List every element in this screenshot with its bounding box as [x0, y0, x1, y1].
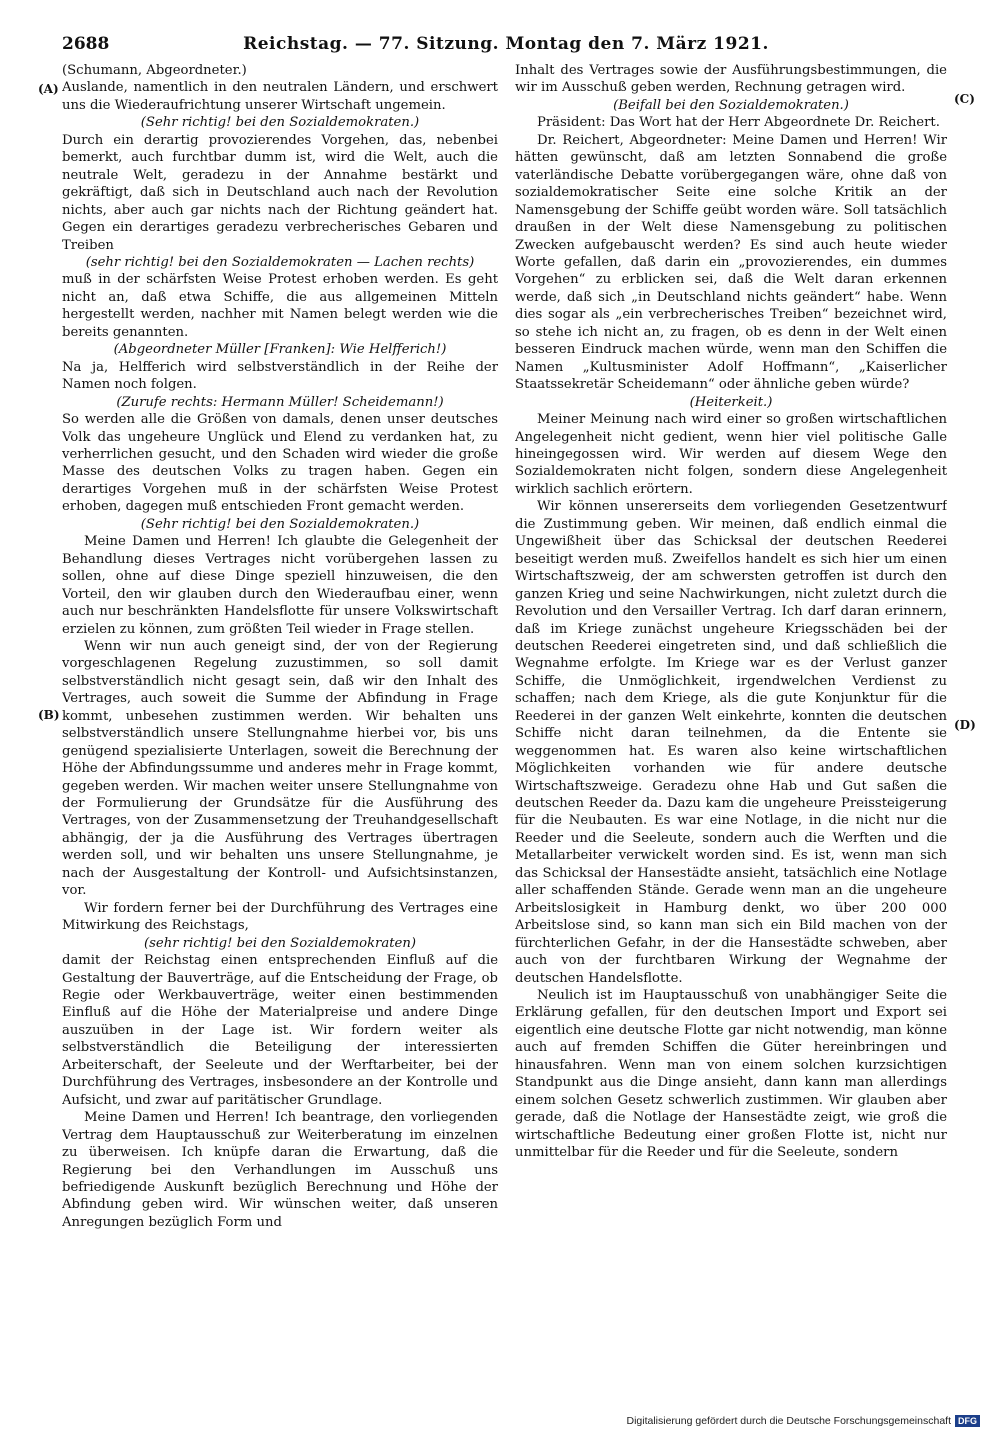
- interjection: (sehr richtig! bei den Sozialdemokraten): [144, 935, 416, 951]
- margin-mark-b: (B): [38, 708, 60, 722]
- dfg-logo: DFG: [955, 1415, 980, 1427]
- interjection: (Zurufe rechts: Hermann Müller! Scheidemann!): [116, 394, 444, 410]
- page-header: [62, 34, 950, 60]
- interjection: (Abgeordneter Müller [Franken]: Wie Helfferich!): [113, 342, 447, 358]
- paragraph: Meine Damen und Herren! Ich beantrage, den vorliegenden Vertrag dem Hauptausschuß zur Weiterberatung im einzelnen zu überweisen. Ich knüpfe daran die Erwartung, daß die Regierung bei den Verhandlungen im Ausschuß uns befriedigende Auskunft bezüglich Berechnung und Höhe der Abfindung geben wird. Wir wünschen weiter, daß unseren Anregungen bezüglich Form und: [62, 1110, 498, 1230]
- interjection: (sehr richtig! bei den Sozialdemokraten — Lachen rechts): [85, 254, 475, 270]
- paragraph: (Schumann, Abgeordneter.): [62, 63, 247, 78]
- margin-mark-a: (A): [38, 82, 59, 96]
- paragraph: Wir fordern ferner bei der Durchführung des Vertrages eine Mitwirkung des Reichstags,: [62, 900, 498, 934]
- paragraph: Meine Damen und Herren! Ich glaubte die Gelegenheit der Behandlung dieses Vertrages nicht vorübergehen lassen zu sollen, ohne auf diese Dinge speziell hinzuweisen, die den Vorteil, den wir glauben durch den Wiederaufbau einer, wenn auch nur beschränkten Handelsflotte für unsere Volkswirtschaft erzielen zu können, zum größten Teil wieder in Frage stellen.: [62, 534, 498, 637]
- page-number: 2688: [62, 34, 110, 54]
- paragraph: Na ja, Helfferich wird selbstverständlich in der Reihe der Namen noch folgen.: [62, 359, 498, 393]
- paragraph: Wenn wir nun auch geneigt sind, der von der Regierung vorgeschlagenen Regelung zuzustimmen, so soll damit selbstverständlich nicht gesagt sein, daß wir den Inhalt des Vertrages, auch soweit die Summe der Abfindung in Frage kommt, unbesehen zustimmen werden. Wir behalten uns selbstverständlich unsere Stellungnahme hierbei vor, bis uns genügend spezialisierte Unterlagen, soweit die Berechnung der Höhe der Abfindungssumme und anderes mehr in Frage kommt, gegeben werden. Wir machen weiter unsere Stellungnahme von der Formulierung der Grundsätze für die Ausführung des Vertrages, von der Zusammensetzung der Treuhandgesellschaft abhängig, der ja die Ausführung des Vertrages übertragen werden soll, und wir behalten uns unsere Stellungnahme, je nach der Ausgestaltung der Kontroll- und Aufsichtsinstanzen, vor.: [62, 638, 498, 899]
- paragraph: Inhalt des Vertrages sowie der Ausführungsbestimmungen, die wir im Ausschuß geben werden, Rechnung getragen wird.: [515, 63, 947, 96]
- paragraph: So werden alle die Größen von damals, denen unser deutsches Volk das ungeheure Unglück und Elend zu verdanken hat, zu verherrlichen gesucht, und den Schaden wird wieder die große Masse des deutschen Volks zu tragen haben. Gegen ein derartiges Vorgehen muß in der schärfsten Weise Protest erhoben, dagegen muß entschieden Front gemacht werden.: [62, 412, 498, 515]
- interjection: (Heiterkeit.): [689, 394, 773, 410]
- interjection: (Sehr richtig! bei den Sozialdemokraten.): [140, 516, 420, 532]
- paragraph: muß in der schärfsten Weise Protest erhoben werden. Es geht nicht an, daß etwa Schiffe, die aus allgemeinen Mitteln hergestellt werden, nachher mit Namen belegt werden wie die bereits genannten.: [62, 272, 498, 340]
- footer-text: Digitalisierung gefördert durch die Deutsche Forschungsgemeinschaft: [626, 1415, 951, 1427]
- paragraph: Präsident: Das Wort hat der Herr Abgeordnete Dr. Reichert.: [537, 115, 940, 131]
- margin-mark-d: (D): [954, 718, 976, 732]
- paragraph: Wir können unsererseits dem vorliegenden Gesetzentwurf die Zustimmung geben. Wir meinen, daß endlich einmal die Ungewißheit über das Schicksal der deutschen Reederei beseitigt werden muß. Zweifellos handelt es sich hier um einen Wirtschaftszweig, der am schwersten getroffen ist durch den ganzen Krieg und seine Nachwirkungen, nicht zuletzt durch die Revolution und den Versailler Vertrag. Ich darf daran erinnern, daß im Kriege zunächst ungeheure Kriegsschäden bei der deutschen Reederei eingetreten sind, und daß schließlich die Wegnahme erfolgte. Im Kriege war es der Verlust ganzer Schiffe, die Unmöglichkeit, irgendwelchen Verdienst zu schaffen; nach dem Kriege, als die gute Konjunktur für die Reederei in der ganzen Welt einkehrte, konnten die deutschen Schiffe nicht daran teilnehmen, da die Entente sie weggenommen hat. Es waren also keine wirtschaftlichen Möglichkeiten vorhanden wie für andere deutsche Wirtschaftszweige. Geradezu ohne Hab und Gut saßen die deutschen Reeder da. Dazu kam die ungeheure Preissteigerung für die Neubauten. Es war eine Notlage, in die nicht nur die Reeder und die Seeleute, sondern auch die Werften und die Metallarbeiter verwickelt worden sind. Es ist, wenn man sich das Schicksal der Hansestädte ansieht, tatsächlich eine Notlage aller schaffenden Stände. Gerade wenn man an die ungeheure Arbeitslosigkeit in Hamburg denkt, wo über 200 000 Arbeitslose sind, so kann man sich ein Bild machen von der fürchterlichen Gefahr, in der die Hansestädte schweben, aber auch von der furchtbaren Wirkung der Wegnahme der deutschen Handelsflotte.: [515, 499, 947, 986]
- margin-mark-c: (C): [954, 92, 975, 106]
- page-title: Reichstag. — 77. Sitzung. Montag den 7. März 1921.: [243, 34, 769, 54]
- interjection: (Beifall bei den Sozialdemokraten.): [613, 97, 849, 113]
- right-column: [515, 62, 947, 1352]
- paragraph: Durch ein derartig provozierendes Vorgehen, das, nebenbei bemerkt, auch furchtbar dumm ist, wird die Welt, auch die neutrale Welt, geradezu in der Annahme bestärkt und gekräftigt, daß sich in Deutschland auch nach der Revolution nichts, aber auch gar nichts nach der Richtung geändert hat. Gegen ein derartiges geradezu verbrecherisches Gebaren und Treiben: [62, 132, 498, 253]
- paragraph: Neulich ist im Hauptausschuß von unabhängiger Seite die Erklärung gefallen, für den deutschen Import und Export sei eigentlich eine deutsche Flotte gar nicht notwendig, man könne auch auf fremden Schiffen die Güter hereinbringen und hinausfahren. Wenn man von einem solchen kurzsichtigen Standpunkt aus die Dinge ansieht, dann kann man allerdings einem solchen Gesetz schwerlich zustimmen. Wir glauben aber gerade, daß die Notlage der Hansestädte zeigt, wie groß die wirtschaftliche Bedeutung einer großen Flotte ist, nicht nur unmittelbar für die Reeder und für die Seeleute, sondern: [515, 988, 947, 1161]
- paragraph: Meiner Meinung nach wird einer so großen wirtschaftlichen Angelegenheit nicht gedient, wenn hier viel politische Galle hineingegossen wird. Wir werden auf diesem Wege den Sozialdemokraten nicht folgen, sondern diese Angelegenheit wirklich sachlich erörtern.: [515, 412, 947, 497]
- paragraph: Dr. Reichert, Abgeordneter: Meine Damen und Herren! Wir hätten gewünscht, daß am letzten Sonnabend die große vaterländische Debatte vorübergegangen wäre, ohne daß von sozialdemokratischer Seite eine solche Kritik an der Namensgebung der Schiffe geübt worden wäre. Soll tatsächlich draußen in der Welt diese Namensgebung zu politischen Zwecken aufgebauscht werden? Es sind auch heute wieder Worte gefallen, daß darin ein „provozierendes, ein dummes Vorgehen“ zu erblicken sei, daß die Welt daran erkennen werde, daß sich „in Deutschland nichts geändert“ habe. Wenn dies sogar als „ein verbrecherisches Treiben“ bezeichnet wird, so stehe ich nicht an, zu fragen, ob es denn in der Welt einen besseren Eindruck machen würde, wenn man den Schiffen die Namen „Kultusminister Adolf Hoffmann“, „Kaiserlicher Staatssekretär Scheidemann“ oder ähnliche geben würde?: [515, 132, 947, 393]
- footer: [626, 1415, 980, 1427]
- left-column: [62, 62, 498, 1352]
- paragraph: damit der Reichstag einen entsprechenden Einfluß auf die Gestaltung der Bauverträge, auf die Entscheidung der Frage, ob Regie oder Werkbauverträge, weiter einen bestimmenden Einfluß auf die Höhe der Materialpreise und andere Dinge auszuüben in der Lage ist. Wir fordern weiter als selbstverständlich die Beteiligung der interessierten Arbeiterschaft, der Seeleute und der Werftarbeiter, bei der Durchführung des Vertrages, insbesondere an der Kontrolle und Aufsicht, und zwar auf paritätischer Grundlage.: [62, 953, 498, 1108]
- interjection: (Sehr richtig! bei den Sozialdemokraten.): [140, 115, 420, 131]
- paragraph: Auslande, namentlich in den neutralen Ländern, und erschwert uns die Wiederaufrichtung unserer Wirtschaft ungemein.: [62, 80, 498, 113]
